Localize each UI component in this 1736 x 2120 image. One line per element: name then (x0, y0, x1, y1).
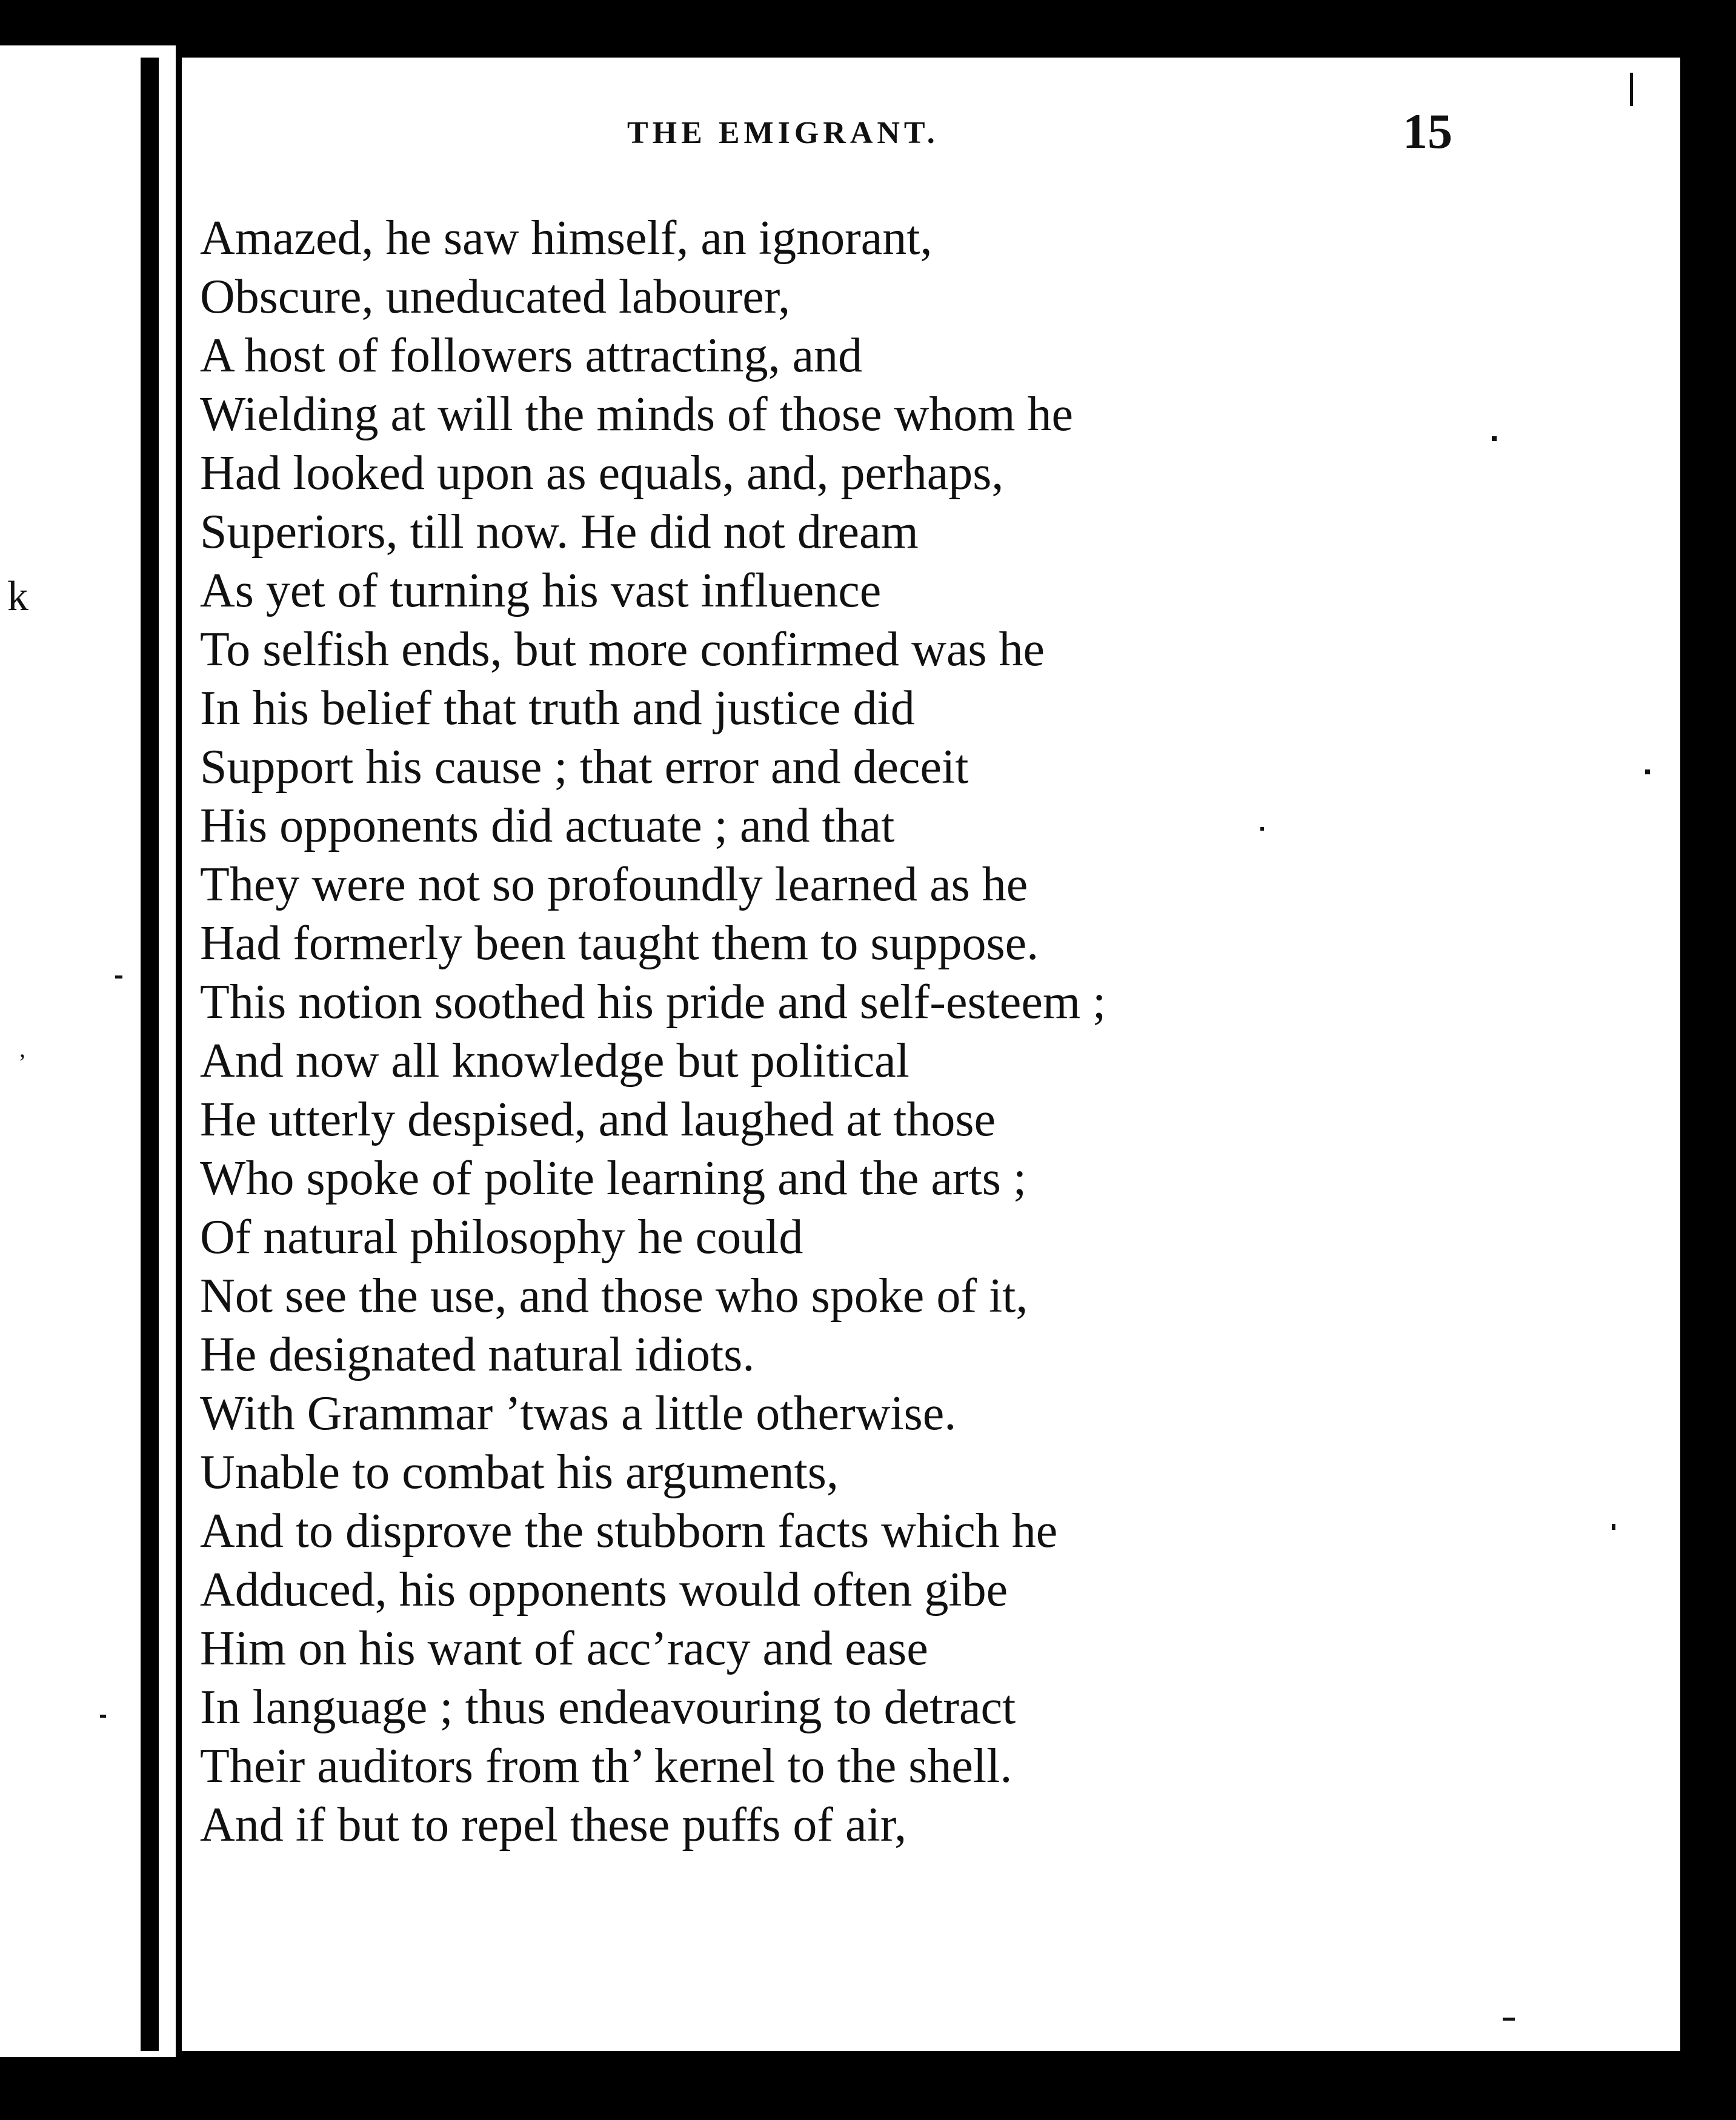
print-speck (100, 1715, 106, 1718)
print-speck (1492, 436, 1497, 441)
poem-line: And now all knowledge but political (200, 1034, 910, 1088)
print-speck (1503, 2018, 1515, 2021)
poem-line: And to disprove the stubborn facts which he (200, 1504, 1058, 1558)
poem-line: To selfish ends, but more confirmed was he (200, 623, 1045, 676)
poem-line: This notion soothed his pride and self-esteem ; (200, 975, 1106, 1029)
poem-line: As yet of turning his vast influence (200, 564, 882, 617)
poem-line: Support his cause ; that error and deceit (200, 740, 969, 794)
poem-line: Of natural philosophy he could (200, 1211, 803, 1264)
poem-line: Had formerly been taught them to suppose. (200, 917, 1039, 970)
page-edge (1669, 58, 1680, 2051)
poem-line: Him on his want of acc’racy and ease (200, 1622, 928, 1675)
poem-line: Adduced, his opponents would often gibe (200, 1563, 1008, 1617)
poem-line: He utterly despised, and laughed at those (200, 1093, 996, 1146)
poem-line: Not see the use, and those who spoke of it, (200, 1269, 1028, 1323)
poem-line: Wielding at will the minds of those whom he (200, 388, 1074, 441)
print-speck (1260, 827, 1264, 831)
poem-line: Had looked upon as equals, and, perhaps, (200, 447, 1004, 500)
print-speck (1630, 73, 1633, 106)
poem-line: And if but to repel these puffs of air, (200, 1798, 907, 1852)
print-speck (1645, 769, 1650, 774)
poem-line: They were not so profoundly learned as he (200, 858, 1028, 911)
poem-line: He designated natural idiots. (200, 1328, 755, 1381)
print-speck (115, 975, 122, 979)
poem-line: Who spoke of polite learning and the arts ; (200, 1152, 1027, 1205)
poem-line: Superiors, till now. He did not dream (200, 505, 919, 559)
poem-line: Amazed, he saw himself, an ignorant, (200, 211, 933, 265)
facing-page-fragment: k (7, 573, 28, 620)
poem-line: His opponents did actuate ; and that (200, 799, 895, 852)
poem-text (200, 209, 1106, 1855)
facing-page-mark: ’ (18, 1049, 27, 1076)
running-head: THE EMIGRANT. (627, 116, 939, 150)
gutter-fold (141, 58, 159, 2051)
print-speck (1612, 1524, 1615, 1530)
poem-line: With Grammar ’twas a little otherwise. (200, 1387, 957, 1440)
poem-line: Unable to combat his arguments, (200, 1446, 839, 1499)
page-number: 15 (1403, 104, 1452, 159)
poem-line: In language ; thus endeavouring to detract (200, 1681, 1016, 1734)
poem-line: In his belief that truth and justice did (200, 682, 915, 735)
poem-line: Obscure, uneducated labourer, (200, 270, 791, 324)
poem-line: A host of followers attracting, and (200, 329, 863, 382)
poem-line: Their auditors from th’ kernel to the shell. (200, 1740, 1013, 1793)
